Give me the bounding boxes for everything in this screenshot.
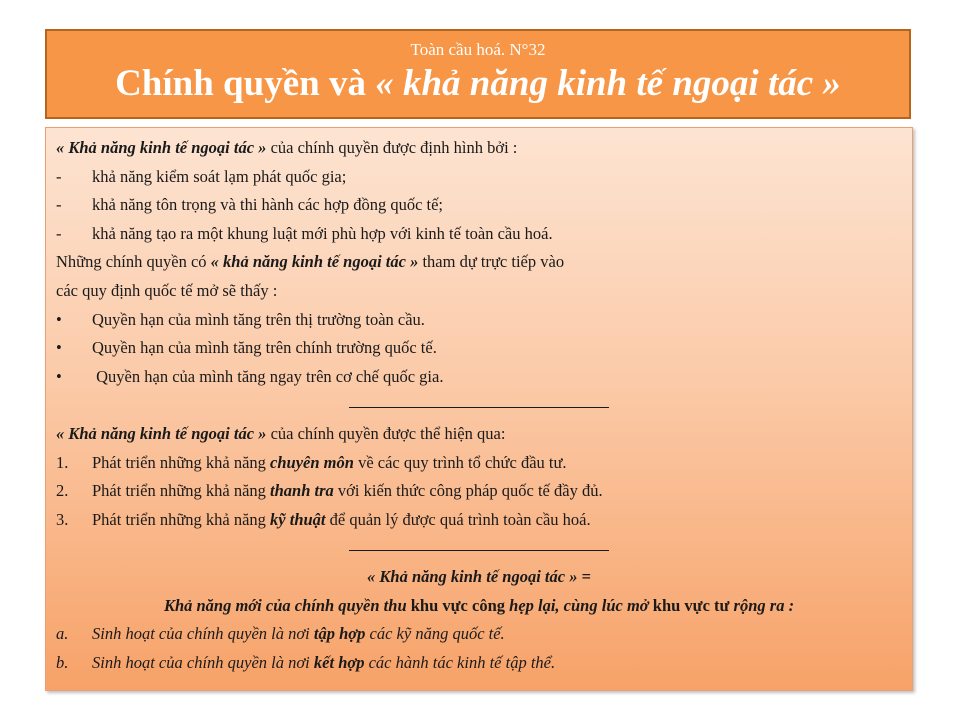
title-plain: Chính quyền và (115, 63, 376, 104)
section1-intro-term: « Khả năng kinh tế ngoại tác » (56, 138, 267, 157)
section2-intro (56, 420, 902, 449)
item-number: 2. (56, 481, 69, 501)
section2-intro-term: « Khả năng kinh tế ngoại tác » (56, 423, 267, 443)
item-text-after: với kiến thức công pháp quốc tế đầy đủ. (333, 481, 603, 501)
numbered-item (56, 449, 902, 478)
dash-item (56, 163, 902, 192)
definition-part-3: hẹp lại, cùng lúc mở (509, 595, 649, 615)
bullet-item (56, 334, 902, 363)
item-keyword: chuyên môn (270, 452, 354, 472)
dash-marker: - (56, 166, 62, 186)
numbered-item (56, 477, 902, 506)
para-text-a: Những chính quyền có (56, 252, 211, 272)
equation-heading (56, 563, 902, 592)
section1-intro-rest: của chính quyền được định hình bởi : (266, 138, 518, 157)
bullet-item-text: Quyền hạn của mình tăng trên chính trường quốc tế. (92, 338, 437, 358)
item-letter: a. (56, 624, 69, 644)
section2-intro-rest: của chính quyền được thể hiện qua: (266, 423, 506, 443)
item-keyword: tập hợp (313, 624, 366, 644)
lettered-item (56, 649, 902, 678)
definition-part-4: khu vực tư (648, 595, 734, 615)
item-keyword: kết hợp (313, 652, 365, 672)
item-text-before: Phát triển những khả năng (92, 481, 271, 501)
bullet-icon: • (56, 366, 62, 386)
dash-item-text: khả năng tạo ra một khung luật mới phù hợp với kinh tế toàn cầu hoá. (92, 223, 553, 243)
item-text-before: Phát triển những khả năng (92, 509, 271, 529)
item-text-after: các kỹ năng quốc tế. (365, 624, 505, 644)
para-text-b: tham dự trực tiếp vào (418, 252, 565, 272)
title-italic: « khả năng kinh tế ngoại tác » (375, 63, 841, 104)
item-keyword: thanh tra (270, 481, 334, 501)
bullet-item (56, 306, 902, 335)
definition-line (56, 592, 902, 621)
equation-term: « Khả năng kinh tế ngoại tác » (367, 566, 578, 586)
bullet-item-text: Quyền hạn của mình tăng ngay trên cơ chế quốc gia. (92, 366, 444, 386)
item-number: 3. (56, 509, 69, 529)
slide-title (47, 61, 909, 107)
item-text-after: về các quy trình tổ chức đầu tư. (353, 452, 567, 472)
content-panel (45, 127, 913, 691)
slide-subtitle: Toàn cầu hoá. N°32 (410, 40, 546, 59)
dash-item-text: khả năng kiểm soát lạm phát quốc gia; (92, 166, 347, 186)
section1-intro (56, 134, 902, 163)
para-term: « khả năng kinh tế ngoại tác » (210, 252, 419, 272)
item-text-before: Sinh hoạt của chính quyền là nơi (92, 624, 314, 644)
item-text-before: Phát triển những khả năng (92, 452, 271, 472)
definition-part-1: Khả năng mới của chính quyền thu (163, 595, 407, 615)
definition-part-2: khu vực công (406, 595, 510, 615)
separator-line (349, 550, 609, 551)
separator-line (349, 407, 609, 408)
bullet-icon: • (56, 338, 62, 358)
dash-item (56, 191, 902, 220)
numbered-item (56, 506, 902, 535)
lettered-item (56, 620, 902, 649)
item-letter: b. (56, 652, 69, 672)
paragraph-line (56, 248, 902, 277)
item-text-before: Sinh hoạt của chính quyền là nơi (92, 652, 314, 672)
definition-part-5: rộng ra : (733, 595, 795, 615)
dash-marker: - (56, 195, 62, 215)
bullet-icon: • (56, 309, 62, 329)
dash-marker: - (56, 223, 62, 243)
item-number: 1. (56, 452, 69, 472)
equation-sign: = (577, 566, 591, 586)
item-keyword: kỹ thuật (270, 509, 326, 529)
dash-item-text: khả năng tôn trọng và thi hành các hợp đồng quốc tế; (92, 195, 444, 215)
separator-row (56, 391, 902, 420)
bullet-item-text: Quyền hạn của mình tăng trên thị trường toàn cầu. (92, 309, 425, 329)
dash-item (56, 220, 902, 249)
item-text-after: để quản lý được quá trình toàn cầu hoá. (325, 509, 591, 529)
title-banner (45, 29, 911, 119)
paragraph-line: các quy định quốc tế mở sẽ thấy : (56, 280, 278, 300)
bullet-item (56, 363, 902, 392)
item-text-after: các hành tác kinh tế tập thể. (364, 652, 556, 672)
separator-row (56, 534, 902, 563)
